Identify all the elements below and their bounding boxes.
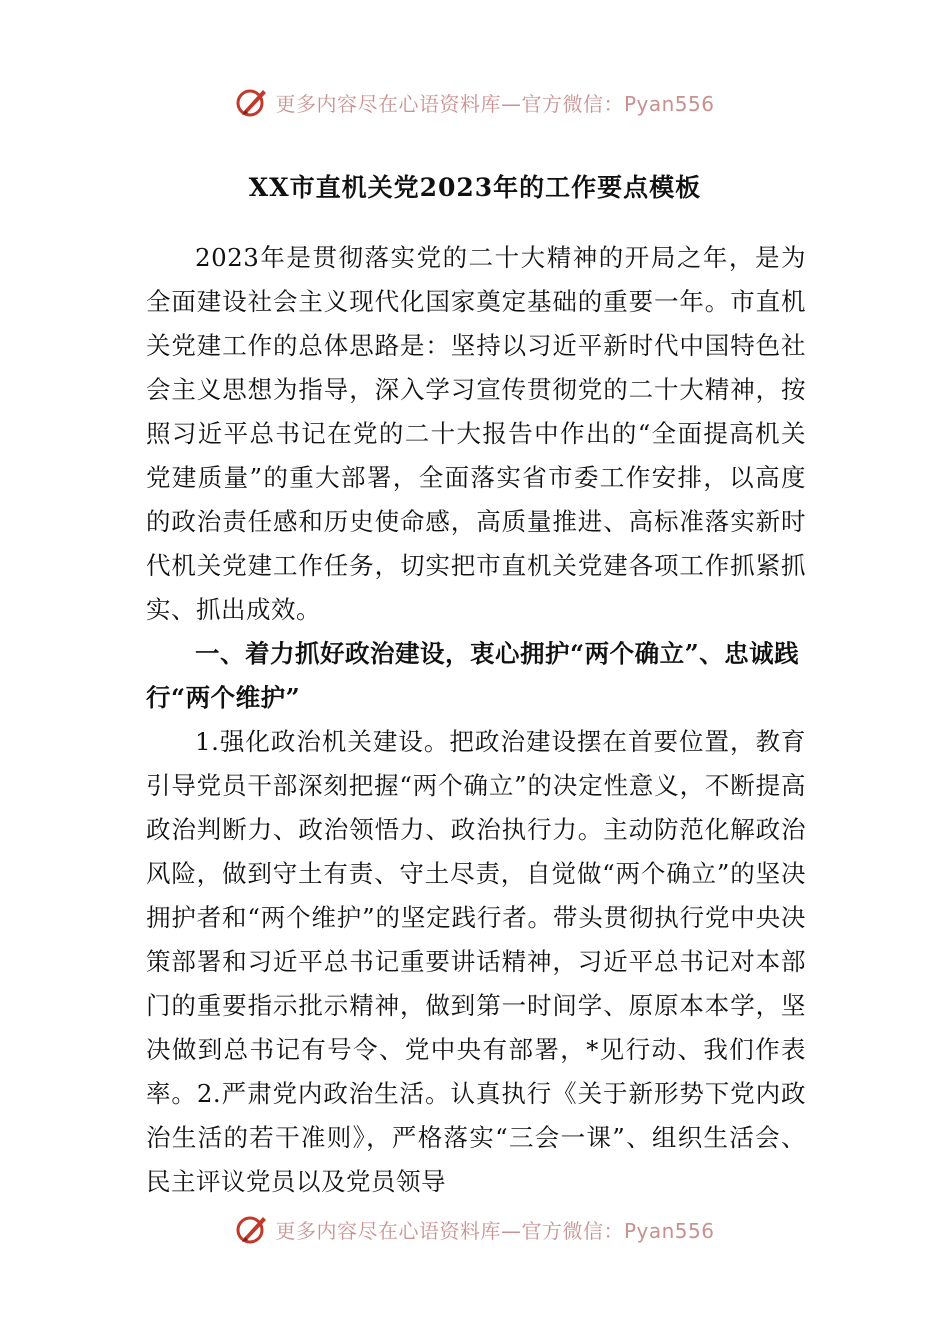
section-1-paragraph: 1.强化政治机关建设。把政治建设摆在首要位置，教育引导党员干部深刻把握“两个确立”的决定性意义，不断提高政治判断力、政治领悟力、政治执行力。主动防范化解政治风险，做到守土有责、守土尽责，自觉做“两个确立”的坚决拥护者和“两个维护”的坚定践行者。带头贯彻执行党中央决策部署和习近平总书记重要讲话精神，习近平总书记对本部门的重要指示批示精神，做到第一时间学、原原本本学，坚决做到总书记有号令、党中央有部署，*见行动、我们作表率。2.严肃党内政治生活。认真执行《关于新形势下党内政治生活的若干准则》，严格落实“三会一课”、组织生活会、民主评议党员以及党员领导: [146, 727, 806, 1196]
watermark-text: 更多内容尽在心语资料库—官方微信：Pyan556: [275, 91, 715, 116]
document-body: [146, 236, 806, 1204]
quill-pen-circle-icon: [235, 1212, 269, 1246]
footer-watermark-banner: [0, 1207, 950, 1251]
section-heading-1: 一、着力抓好政治建设，衷心拥护“两个确立”、忠诚践行“两个维护”: [146, 639, 800, 712]
header-watermark-banner: [0, 80, 950, 124]
watermark-text: 更多内容尽在心语资料库—官方微信：Pyan556: [275, 1218, 715, 1243]
quill-pen-circle-icon: [235, 85, 269, 119]
intro-paragraph: 2023年是贯彻落实党的二十大精神的开局之年，是为全面建设社会主义现代化国家奠定基础的重要一年。市直机关党建工作的总体思路是：坚持以习近平新时代中国特色社会主义思想为指导，深入学习宣传贯彻党的二十大精神，按照习近平总书记在党的二十大报告中作出的“全面提高机关党建质量”的重大部署，全面落实省市委工作安排，以高度的政治责任感和历史使命感，高质量推进、高标准落实新时代机关党建工作任务，切实把市直机关党建各项工作抓紧抓实、抓出成效。: [146, 243, 806, 624]
document-title: XX市直机关党2023年的工作要点模板: [248, 173, 702, 202]
